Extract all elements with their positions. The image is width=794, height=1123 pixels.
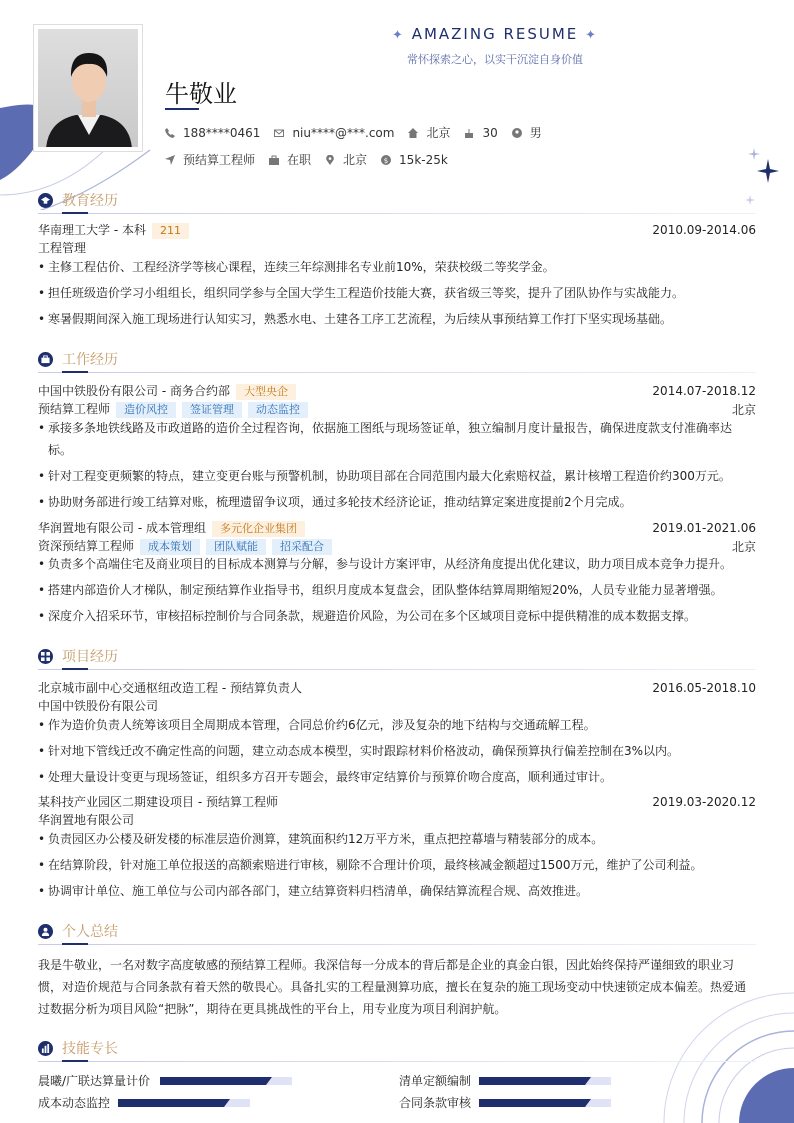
work-role-row [38, 400, 756, 418]
money-icon [381, 155, 391, 165]
company-tag-badge: 大型央企 [236, 384, 296, 400]
location-pin-icon [325, 155, 335, 165]
list-item: • 作为造价负责人统筹该项目全周期成本管理，合同总价约6亿元，涉及复杂的地下结构与交通疏解工程。 [38, 718, 596, 732]
city: 北京 [426, 126, 451, 140]
skill-item [38, 1072, 292, 1089]
company-name: 中国中铁股份有限公司 - 商务合约部 [38, 384, 230, 398]
section-title: 工作经历 [62, 352, 118, 368]
person-icon [512, 128, 522, 138]
send-icon [165, 155, 175, 165]
skill-tag: 签证管理 [182, 402, 242, 418]
project-entry-header [38, 679, 756, 696]
gender: 男 [529, 126, 542, 140]
brand-title: AMAZING RESUME [411, 25, 579, 43]
age: 30 [482, 125, 498, 140]
skill-item [399, 1072, 611, 1089]
phone-icon [165, 128, 175, 138]
list-item: • 在结算阶段，针对施工单位报送的高额索赔进行审核，剔除不合理计价项，最终核减金额超过1500万元，维护了公司利益。 [38, 858, 703, 872]
skill-tag: 造价风控 [116, 402, 176, 418]
company-tag-badge: 多元化企业集团 [212, 521, 305, 537]
target-city: 北京 [343, 153, 368, 167]
project-date: 2019.03-2020.12 [652, 794, 756, 809]
skill-name: 合同条款审核 [399, 1096, 472, 1110]
skill-level-fill [479, 1099, 585, 1107]
skill-tag: 招采配合 [272, 539, 332, 555]
list-item: • 寒暑假期间深入施工现场进行认知实习，熟悉水电、土建各工序工艺流程，为后续从事预结算工作打下坚实现场基础。 [38, 312, 673, 326]
bar-chart-icon [38, 1041, 53, 1056]
work-entry-header [38, 382, 756, 400]
project-title: 某科技产业园区二期建设项目 - 预结算工程师 [38, 795, 278, 809]
project-title: 北京城市副中心交通枢纽改造工程 - 预结算负责人 [38, 681, 302, 695]
skill-level-fill [118, 1099, 224, 1107]
list-item: • 担任班级造价学习小组组长，组织同学参与全国大学生工程造价技能大赛，获省级三等奖，提升了团队协作与实战能力。 [38, 286, 685, 300]
briefcase-icon [269, 155, 279, 165]
skill-level-bar [479, 1099, 611, 1107]
job-intent-row [165, 151, 462, 168]
list-item: • 搭建内部造价人才梯队，制定预结算作业指导书，组织月度成本复盘会，团队整体结算周期缩短20%，人员专业能力显著增强。 [38, 583, 723, 597]
candidate-name: 牛敬业 [165, 80, 237, 108]
project-org-row [38, 811, 756, 828]
company-name: 华润置地有限公司 - 成本管理组 [38, 521, 206, 535]
education-entry-header [38, 221, 756, 239]
project-org: 华润置地有限公司 [38, 813, 135, 827]
list-item: • 处理大量设计变更与现场签证，组织多方召开专题会，最终审定结算价与预算价吻合度高，顺利通过审计。 [38, 770, 613, 784]
skill-name: 晨曦/广联达算量计价 [38, 1074, 151, 1088]
school-name: 华南理工大学 - 本科 [38, 223, 146, 237]
school-tag-badge: 211 [152, 223, 189, 239]
list-item: • 协调审计单位、施工单位与公司内部各部门，建立结算资料归档清单，确保结算流程合规、高效推进。 [38, 884, 589, 898]
sparkle-left-icon: ✦ [392, 28, 405, 43]
skill-tag: 动态监控 [248, 402, 308, 418]
section-title: 技能专长 [62, 1041, 118, 1057]
skill-name: 成本动态监控 [38, 1096, 111, 1110]
profile-photo [33, 24, 143, 152]
project-org: 中国中铁股份有限公司 [38, 699, 159, 713]
work-section-header [38, 349, 756, 373]
cake-icon [464, 128, 474, 138]
slogan: 常怀探索之心，以实干沉淀自身价值 [407, 53, 583, 66]
work-date: 2014.07-2018.12 [652, 384, 756, 398]
list-item: • 承接多条地铁线路及市政道路的造价全过程咨询，依据施工图纸与现场签证单，独立编制月度计量报告，确保进度款支付准确率达 [38, 421, 733, 435]
skill-level-fill [160, 1077, 266, 1085]
graduation-cap-icon [38, 193, 53, 208]
skill-level-bar [160, 1077, 292, 1085]
work-entry-header [38, 519, 756, 537]
skill-level-bar [118, 1099, 250, 1107]
work-date: 2019.01-2021.06 [652, 521, 756, 535]
list-item: • 主修工程估价、工程经济学等核心课程，连续三年综测排名专业前10%，荣获校级二等奖学金。 [38, 260, 555, 274]
section-title: 教育经历 [62, 193, 118, 209]
name-underline [165, 108, 199, 110]
list-item: • 协助财务部进行竣工结算对账，梳理遗留争议项，通过多轮技术经济论证，推动结算定案进度提前2个月完成。 [38, 495, 632, 509]
list-item: • 负责园区办公楼及研发楼的标准层造价测算，建筑面积约12万平方米，重点把控幕墙与精装部分的成本。 [38, 832, 604, 846]
skill-tag: 成本策划 [140, 539, 200, 555]
list-item: • 负责多个高端住宅及商业项目的目标成本测算与分解，参与设计方案评审，从经济角度提出优化建议，助力项目成本竞争力提升。 [38, 557, 733, 571]
list-item-continuation: 标。 [48, 443, 73, 457]
person-icon [38, 924, 53, 939]
sparkle-right-icon: ✦ [585, 28, 598, 43]
work-city: 北京 [731, 402, 756, 417]
education-section-header [38, 190, 756, 214]
briefcase-icon [38, 352, 53, 367]
phone-number[interactable]: 188****0461 [183, 125, 261, 140]
list-item: • 针对地下管线迁改不确定性高的问题，建立动态成本模型，实时跟踪材料价格波动，确保预算执行偏差控制在3%以内。 [38, 744, 680, 758]
skill-level-fill [479, 1077, 585, 1085]
skill-name: 清单定额编制 [399, 1074, 472, 1088]
avatar [38, 29, 138, 147]
list-item: • 针对工程变更频繁的特点，建立变更台账与预警机制，协助项目部在合同范围内最大化索赔权益，累计核增工程造价约300万元。 [38, 469, 731, 483]
major: 工程管理 [38, 241, 87, 255]
svg-text:$: $ [383, 156, 389, 165]
major-row [38, 239, 756, 256]
brand-header [380, 25, 610, 67]
section-title: 项目经历 [62, 649, 118, 665]
list-item: • 深度介入招采环节，审核招标控制价与合同条款，规避造价风险，为公司在多个区域项目竞标中提供精准的成本数据支撑。 [38, 609, 697, 623]
email-icon [274, 128, 284, 138]
job-role: 资深预结算工程师 [38, 539, 135, 553]
target-job: 预结算工程师 [183, 153, 256, 167]
summary-paragraph: 我是牛敬业，一名对数字高度敏感的预结算工程师。我深信每一分成本的背后都是企业的真金白银，因此始终保持严谨细致的职业习 惯，对造价规范与合同条款有着天然的敬畏心。具备扎实的工程量测算功底，擅长在复杂的施工现场变动中快速锁定成本偏差。热爱通 过数据分析为项目风险“把脉”，期待在更具挑战性的平台上，用专业度为项目利润护航。 [38, 958, 747, 1016]
project-org-row [38, 697, 756, 714]
skill-item [399, 1094, 611, 1111]
skill-level-bar [479, 1077, 611, 1085]
salary: 15k-25k [399, 152, 448, 167]
project-date: 2016.05-2018.10 [652, 680, 756, 695]
work-role-row [38, 537, 756, 555]
work-city: 北京 [731, 539, 756, 554]
skill-tag: 团队赋能 [206, 539, 266, 555]
contact-row [165, 124, 556, 141]
skills-section-header [38, 1038, 756, 1062]
grid-icon [38, 649, 53, 664]
project-entry-header [38, 793, 756, 810]
summary-section-header [38, 921, 756, 945]
home-icon [408, 128, 418, 138]
section-title: 个人总结 [62, 924, 118, 940]
job-status: 在职 [287, 153, 312, 167]
email-address[interactable]: niu****@***.com [292, 125, 395, 140]
education-date: 2010.09-2014.06 [652, 223, 756, 237]
skill-item [38, 1094, 250, 1111]
project-section-header [38, 646, 756, 670]
job-role: 预结算工程师 [38, 402, 111, 416]
